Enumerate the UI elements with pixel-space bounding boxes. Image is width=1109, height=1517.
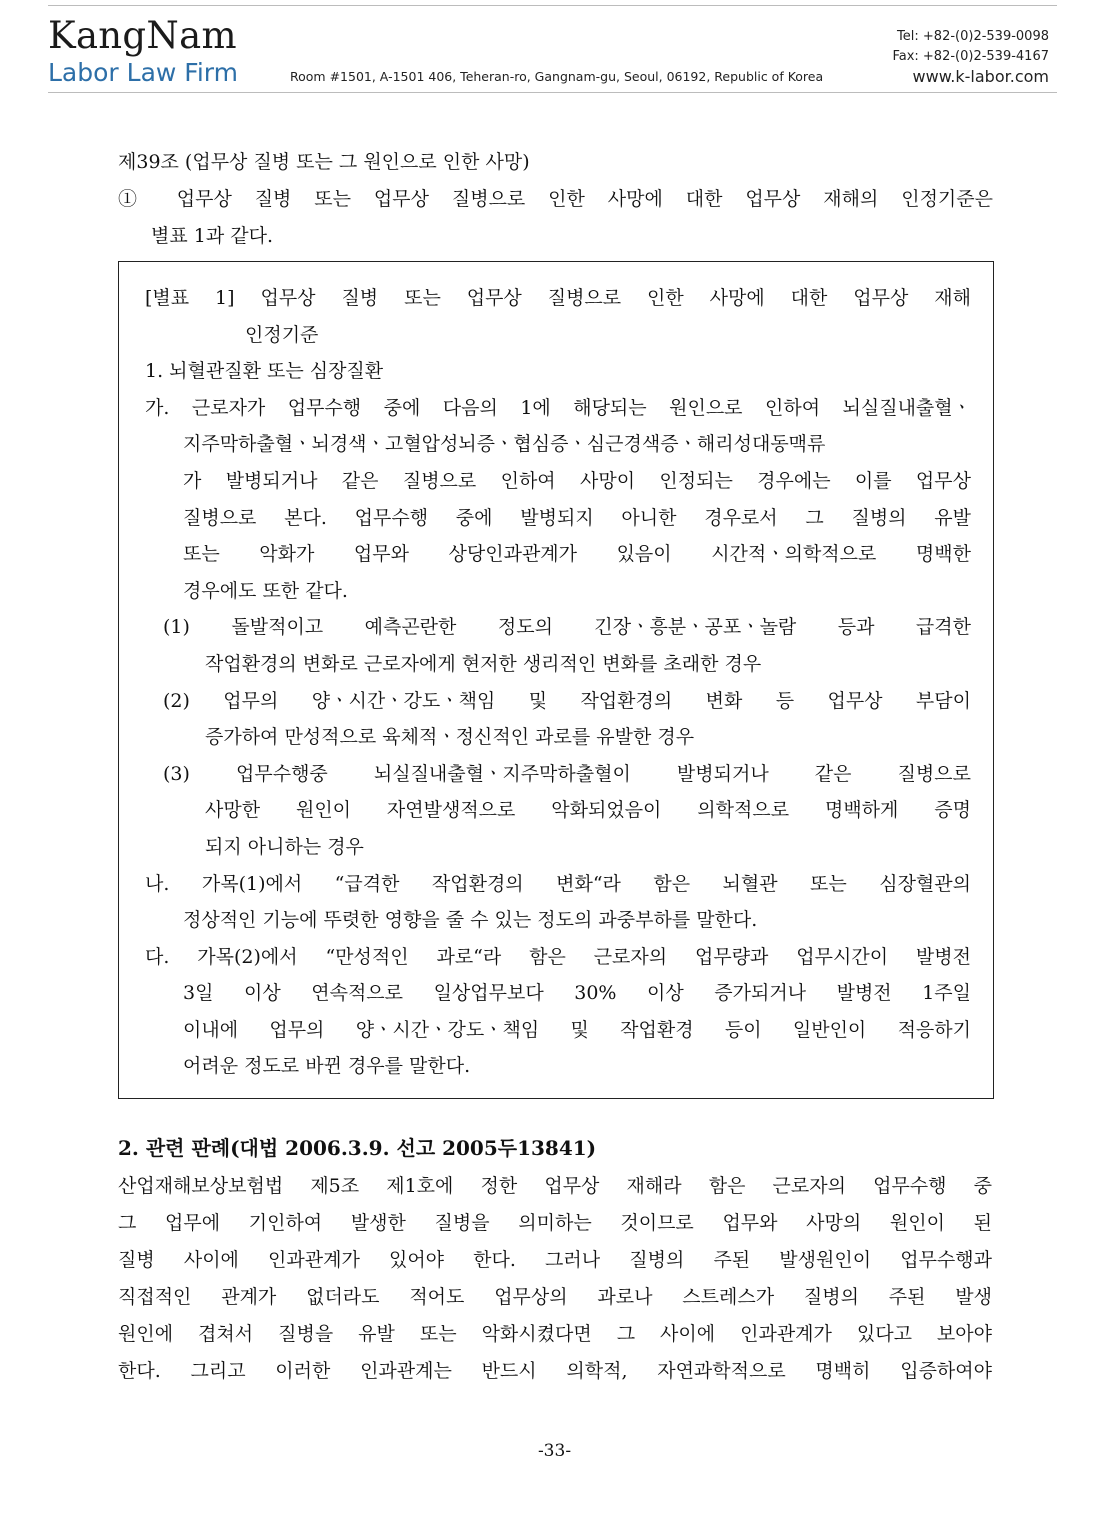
item-ga-line: 경우에도 또한 같다. <box>183 579 348 602</box>
article-39 <box>118 144 993 255</box>
paragraph-line: 한다. 그리고 이러한 인과관계는 반드시 의학적, 자연과학적으로 명백히 입증하여야 <box>118 1360 992 1382</box>
item-da-line: 다. 가목(2)에서 “만성적인 과로“라 함은 근로자의 업무량과 업무시간이 발병전 <box>145 945 971 968</box>
firm-logo-subtitle: Labor Law Firm <box>48 58 238 87</box>
tel-number: Tel: +82-(0)2-539-0098 <box>897 29 1049 44</box>
appendix-title-line: [별표 1] 업무상 질병 또는 업무상 질병으로 인한 사망에 대한 업무상 재해 <box>145 287 971 309</box>
section-2-title: 2. 관련 판례(대법 2006.3.9. 선고 2005두13841) <box>118 1136 597 1160</box>
header-bottom-rule <box>48 92 1057 93</box>
paragraph-line: 그 업무에 기인하여 발생한 질병을 의미하는 것이므로 업무와 사망의 원인이 된 <box>118 1212 992 1234</box>
item-ga-line: 가 발병되거나 같은 질병으로 인하여 사망이 인정되는 경우에는 이를 업무상 <box>183 469 971 492</box>
item-da-line: 이내에 업무의 양ㆍ시간ㆍ강도ㆍ책임 및 작업환경 등이 일반인이 적응하기 <box>183 1018 971 1041</box>
item-ga-line: 가. 근로자가 업무수행 중에 다음의 1에 해당되는 원인으로 인하여 뇌실질내출혈ㆍ <box>145 396 971 419</box>
website-link[interactable]: www.k-labor.com <box>912 67 1049 86</box>
sub-item-1-line: 작업환경의 변화로 근로자에게 현저한 생리적인 변화를 초래한 경우 <box>205 652 762 675</box>
firm-contact <box>892 27 1049 87</box>
item-ga-line: 지주막하출혈ㆍ뇌경색ㆍ고혈압성뇌증ㆍ협심증ㆍ심근경색증ㆍ해리성대동맥류 <box>183 433 826 456</box>
sub-item-2-line: (2) 업무의 양ㆍ시간ㆍ강도ㆍ책임 및 작업환경의 변화 등 업무상 부담이 <box>163 689 971 712</box>
item-na-line: 나. 가목(1)에서 “급격한 작업환경의 변화“라 함은 뇌혈관 또는 심장혈관의 <box>145 872 971 895</box>
appendix-section-1: 1. 뇌혈관질환 또는 심장질환 <box>145 360 384 383</box>
header-top-rule <box>48 5 1057 6</box>
sub-item-2-line: 증가하여 만성적으로 육체적ㆍ정신적인 과로를 유발한 경우 <box>205 726 695 749</box>
letterhead <box>0 0 1109 100</box>
appendix-table-box <box>118 261 994 1099</box>
firm-address: Room #1501, A-1501 406, Teheran-ro, Gangnam-gu, Seoul, 06192, Republic of Korea <box>290 69 824 84</box>
paragraph-line: 질병 사이에 인과관계가 있어야 한다. 그러나 질병의 주된 발생원인이 업무수행과 <box>118 1249 992 1271</box>
item-da-line: 3일 이상 연속적으로 일상업무보다 30% 이상 증가되거나 발병전 1주일 <box>183 982 971 1005</box>
appendix-title-line: 인정기준 <box>245 323 319 346</box>
paragraph-line: 직접적인 관계가 없더라도 적어도 업무상의 과로나 스트레스가 질병의 주된 발생 <box>118 1286 992 1308</box>
sub-item-3-line: 사망한 원인이 자연발생적으로 악화되었음이 의학적으로 명백하게 증명 <box>205 799 971 822</box>
paragraph-line: 산업재해보상보험법 제5조 제1호에 정한 업무상 재해라 함은 근로자의 업무수행 중 <box>118 1175 992 1197</box>
page-number: -33- <box>537 1441 572 1461</box>
sub-item-3-line: 되지 아니하는 경우 <box>205 835 364 858</box>
fax-number: Fax: +82-(0)2-539-4167 <box>892 49 1049 64</box>
article-clause-1-line: 별표 1과 같다. <box>151 225 273 247</box>
item-ga-line: 질병으로 본다. 업무수행 중에 발병되지 아니한 경우로서 그 질병의 유발 <box>183 506 971 529</box>
firm-logo-name: KangNam <box>48 14 237 57</box>
item-na-line: 정상적인 기능에 뚜렷한 영향을 줄 수 있는 정도의 과중부하를 말한다. <box>183 909 758 932</box>
article-clause-1-line: ① 업무상 질병 또는 업무상 질병으로 인한 사망에 대한 업무상 재해의 인정기준은 <box>118 188 993 210</box>
item-da-line: 어려운 정도로 바뀐 경우를 말한다. <box>183 1055 471 1078</box>
sub-item-3-line: (3) 업무수행중 뇌실질내출혈ㆍ지주막하출혈이 발병되거나 같은 질병으로 <box>163 762 971 785</box>
article-heading: 제39조 (업무상 질병 또는 그 원인으로 인한 사망) <box>118 151 530 173</box>
precedent-paragraph <box>118 1168 992 1390</box>
sub-item-1-line: (1) 돌발적이고 예측곤란한 정도의 긴장ㆍ흥분ㆍ공포ㆍ놀람 등과 급격한 <box>163 616 971 639</box>
paragraph-line: 원인에 겹쳐서 질병을 유발 또는 악화시켰다면 그 사이에 인과관계가 있다고 보아야 <box>118 1323 992 1345</box>
item-ga-line: 또는 악화가 업무와 상당인과관계가 있음이 시간적ㆍ의학적으로 명백한 <box>183 543 971 566</box>
